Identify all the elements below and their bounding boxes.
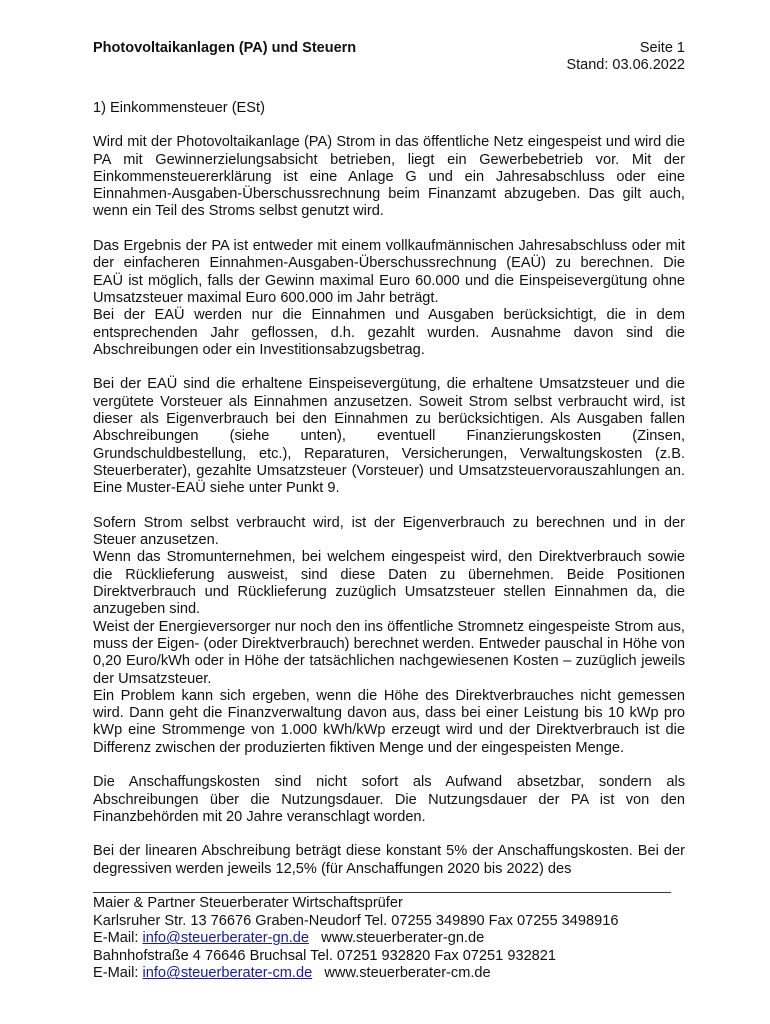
email-label: E-Mail:	[93, 965, 143, 982]
header-meta	[566, 40, 685, 74]
page-number: Seite 1	[639, 40, 685, 56]
email-link-graben[interactable]: info@steuerberater-gn.de	[142, 930, 309, 947]
website-bruchsal: www.steuerberater-cm.de	[324, 965, 491, 982]
paragraph: Bei der EAÜ sind die erhaltene Einspeisevergütung, die erhaltene Umsatzsteuer und die vergütete Vorsteuer als Einnahmen anzusetzen. Soweit Strom selbst verbraucht wird, ist dieser als Eigenverbrauch bei den Einnahmen zu berücksichtigen. Als Ausgaben fallen Abschreibungen (siehe unten), eventuell Finanzierungskosten (Zinsen, Grundschuldbestellung, etc.), Reparaturen, Versicherungen, Verwaltungskosten (z.B. Steuerberater), gezahlte Umsatzsteuer (Vorsteuer) und Umsatzsteuervorauszahlungen an. Eine Muster-EAÜ siehe unter Punkt 9.	[93, 376, 685, 497]
paragraph: Das Ergebnis der PA ist entweder mit einem vollkaufmännischen Jahresabschluss oder mit der einfacheren Einnahmen-Ausgaben-Überschussrechnung (EAÜ) zu berechnen. Die EAÜ ist möglich, falls der Gewinn maximal Euro 60.000 und die Einspeisevergütung ohne Umsatzsteuer maximal Euro 600.000 im Jahr beträgt. Bei der EAÜ werden nur die Einnahmen und Ausgaben berücksichtigt, die in dem entsprechenden Jahr geflossen, d.h. gezahlt wurden. Ausnahme davon sind die Abschreibungen oder ein Investitionsabzugsbetrag.	[93, 238, 685, 358]
section-heading: 1) Einkommensteuer (ESt)	[93, 100, 265, 116]
document-body	[93, 100, 685, 895]
paragraph: Wird mit der Photovoltaikanlage (PA) Strom in das öffentliche Netz eingespeist und wird die PA mit Gewinnerzielungsabsicht betrieben, liegt ein Gewerbebetrieb vor. Mit der Einkommensteuererklärung ist eine Anlage G und ein Jahresabschluss oder eine Einnahmen-Ausgaben-Überschussrechnung beim Finanzamt abzugeben. Das gilt auch, wenn ein Teil des Stroms selbst genutzt wird.	[93, 134, 685, 220]
paragraph: Die Anschaffungskosten sind nicht sofort als Aufwand absetzbar, sondern als Abschreibungen über die Nutzungsdauer. Die Nutzungsdauer der PA ist von den Finanzbehörden mit 20 Jahre veranschlagt worden.	[93, 774, 685, 825]
footer-contact-graben	[93, 930, 713, 948]
page-footer	[93, 895, 713, 983]
document-title: Photovoltaikanlagen (PA) und Steuern	[93, 40, 357, 56]
footer-firm-name: Maier & Partner Steuerberater Wirtschaftsprüfer	[93, 895, 403, 911]
paragraph: Bei der linearen Abschreibung beträgt diese konstant 5% der Anschaffungskosten. Bei der degressiven werden jeweils 12,5% (für Anschaffungen 2020 bis 2022) des	[93, 843, 685, 877]
page-header	[93, 40, 685, 80]
website-graben: www.steuerberater-gn.de	[321, 930, 485, 947]
footer-address-graben: Karlsruher Str. 13 76676 Graben-Neudorf Tel. 07255 349890 Fax 07255 3498916	[93, 912, 619, 929]
email-link-bruchsal[interactable]: info@steuerberater-cm.de	[142, 965, 313, 982]
footer-divider	[93, 892, 671, 893]
paragraph: Sofern Strom selbst verbraucht wird, ist der Eigenverbrauch zu berechnen und in der Steuer anzusetzen. Wenn das Stromunternehmen, bei welchem eingespeist wird, den Direktverbrauch sowie die Rücklieferung ausweist, sind diese Daten zu übernehmen. Beide Positionen Direktverbrauch und Rücklieferung zuzüglich Umsatzsteuer stellen Einnahmen da, die anzugeben sind. Weist der Energieversorger nur noch den ins öffentliche Stromnetz eingespeiste Strom aus, muss der Eigen- (oder Direktverbrauch) berechnet werden. Entweder pauschal in Höhe von 0,20 Euro/kWh oder in Höhe der tatsächlichen nachgewiesenen Kosten – zuzüglich jeweils der Umsatzsteuer. Ein Problem kann sich ergeben, wenn die Höhe des Direktverbrauches nicht gemessen wird. Dann geht die Finanzverwaltung davon aus, dass bei einer Leistung bis 10 kWp pro kWp eine Strommenge von 1.000 kWh/kWp erzeugt wird und der Direktverbrauch ist die Differenz zwischen der produzierten fiktiven Menge und der eingespeisten Menge.	[93, 514, 685, 756]
document-date: Stand: 03.06.2022	[566, 57, 685, 73]
email-label: E-Mail:	[93, 930, 143, 947]
footer-address-bruchsal: Bahnhofstraße 4 76646 Bruchsal Tel. 07251 932820 Fax 07251 932821	[93, 947, 557, 964]
paragraph-list	[93, 134, 685, 878]
footer-contact-bruchsal	[93, 965, 713, 983]
